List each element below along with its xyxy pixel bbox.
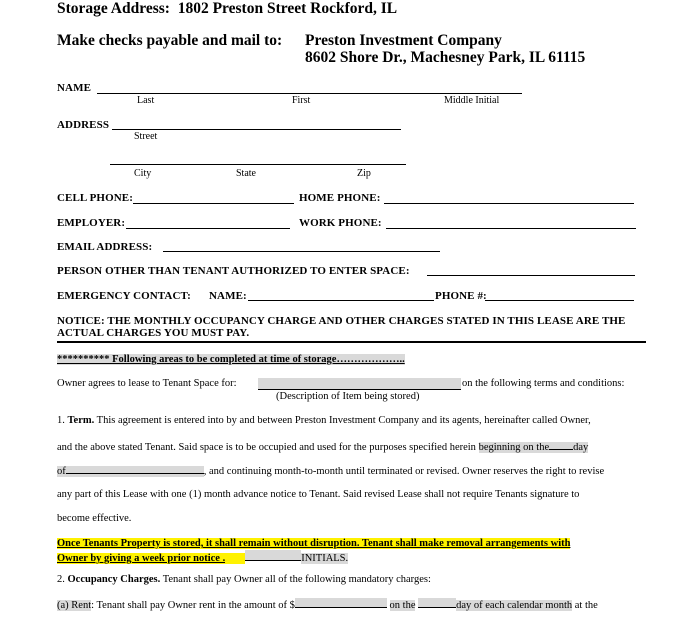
emergency-phone-line[interactable] [485, 300, 634, 301]
occupancy-line [57, 574, 431, 585]
stored-line2 [57, 550, 348, 564]
term-line3 [57, 464, 604, 477]
payable-label: Make checks payable and mail to: [57, 32, 283, 49]
name-first-caption: First [292, 95, 311, 106]
city-caption: City [134, 168, 152, 179]
rent-day-field[interactable] [418, 598, 456, 608]
term-beginning-label: beginning on the [478, 442, 550, 453]
work-phone-label: WORK PHONE: [299, 217, 382, 229]
term-text3: , and continuing month-to-month until terminated or revised. Owner reserves the right to revise [203, 466, 605, 477]
employer-label: EMPLOYER: [57, 217, 126, 229]
cell-phone-line[interactable] [133, 203, 294, 204]
rent-text: : Tenant shall pay Owner rent in the amount of $ [91, 600, 295, 611]
rent-amount-field[interactable] [295, 598, 387, 608]
name-last-caption: Last [137, 95, 155, 106]
rent-day-of: day of each calendar month [456, 600, 573, 611]
employer-line[interactable] [126, 228, 290, 229]
occupancy-number: 2. [57, 574, 65, 585]
street-line[interactable] [112, 129, 401, 130]
term-day-field[interactable] [549, 440, 573, 450]
lease-tail: on the following terms and conditions: [462, 378, 625, 389]
emergency-phone-label: PHONE #: [435, 290, 487, 302]
emergency-name-line[interactable] [248, 300, 434, 301]
authorized-line[interactable] [427, 275, 635, 276]
payable-address: 8602 Shore Dr., Machesney Park, IL 61115 [305, 49, 586, 66]
home-phone-label: HOME PHONE: [299, 192, 381, 204]
rent-line [57, 598, 598, 611]
rent-at-the: at the [574, 600, 598, 611]
name-middle-caption: Middle Initial [444, 95, 500, 106]
occupancy-title: Occupancy Charges. [67, 574, 161, 585]
storage-value: 1802 Preston Street Rockford, IL [177, 0, 398, 17]
storage-label: Storage Address: [57, 0, 170, 17]
emergency-label: EMERGENCY CONTACT: [57, 290, 191, 302]
term-line5: become effective. [57, 513, 132, 524]
city-state-zip-line[interactable] [110, 164, 406, 165]
authorized-label: PERSON OTHER THAN TENANT AUTHORIZED TO ENTER SPACE: [57, 265, 410, 277]
term-line2 [57, 440, 588, 453]
initials-label: INITIALS. [301, 553, 349, 564]
notice-line1: NOTICE: THE MONTHLY OCCUPANCY CHARGE AND OTHER CHARGES STATED IN THIS LEASE ARE THE [57, 315, 626, 327]
lease-description-field[interactable] [258, 378, 461, 390]
work-phone-line[interactable] [386, 228, 636, 229]
rent-on-the: on the [389, 600, 416, 611]
stored-spacer [225, 553, 245, 564]
occupancy-text: Tenant shall pay Owner all of the following mandatory charges: [162, 574, 431, 585]
lease-lead: Owner agrees to lease to Tenant Space for: [57, 378, 237, 389]
email-label: EMAIL ADDRESS: [57, 241, 153, 253]
name-label: NAME [57, 82, 92, 94]
divider-rule [57, 341, 646, 343]
address-label: ADDRESS [57, 119, 110, 131]
cell-phone-label: CELL PHONE: [57, 192, 133, 204]
term-title: Term. [67, 415, 95, 426]
term-line1 [57, 415, 591, 426]
state-caption: State [236, 168, 256, 179]
term-line4: any part of this Lease with one (1) month advance notice to Tenant. Said revised Lease shall not require Tenants signature to [57, 489, 580, 500]
home-phone-line[interactable] [384, 203, 634, 204]
emergency-name-label: NAME: [209, 290, 247, 302]
term-of [57, 466, 204, 477]
term-day-label: day [573, 442, 589, 453]
term-beginning [479, 442, 589, 453]
payable-company: Preston Investment Company [305, 32, 502, 49]
lease-description-caption: (Description of Item being stored) [276, 391, 420, 402]
term-number: 1. [57, 415, 65, 426]
stored-text2: Owner by giving a week prior notice . [57, 553, 226, 564]
notice-line2: ACTUAL CHARGES YOU MUST PAY. [57, 327, 250, 339]
name-line[interactable] [97, 93, 522, 94]
email-line[interactable] [163, 251, 440, 252]
storage-address [57, 0, 397, 18]
initials-field[interactable] [245, 550, 301, 561]
rent-label: (a) Rent [57, 600, 92, 611]
street-caption: Street [134, 131, 158, 142]
term-text1: This agreement is entered into by and between Preston Investment Company and its agents, hereinafter called Owner, [96, 415, 591, 426]
term-text2a: and the above stated Tenant. Said space is to be occupied and used for the purposes specified herein [57, 442, 476, 453]
stored-line1: Once Tenants Property is stored, it shall remain without disruption. Tenant shall make removal arrangements with [57, 538, 571, 549]
term-of-label: of [57, 466, 66, 477]
following-banner: ********** Following areas to be completed at time of storage……………….. [57, 354, 405, 365]
zip-caption: Zip [357, 168, 371, 179]
term-month-field[interactable] [66, 464, 204, 474]
